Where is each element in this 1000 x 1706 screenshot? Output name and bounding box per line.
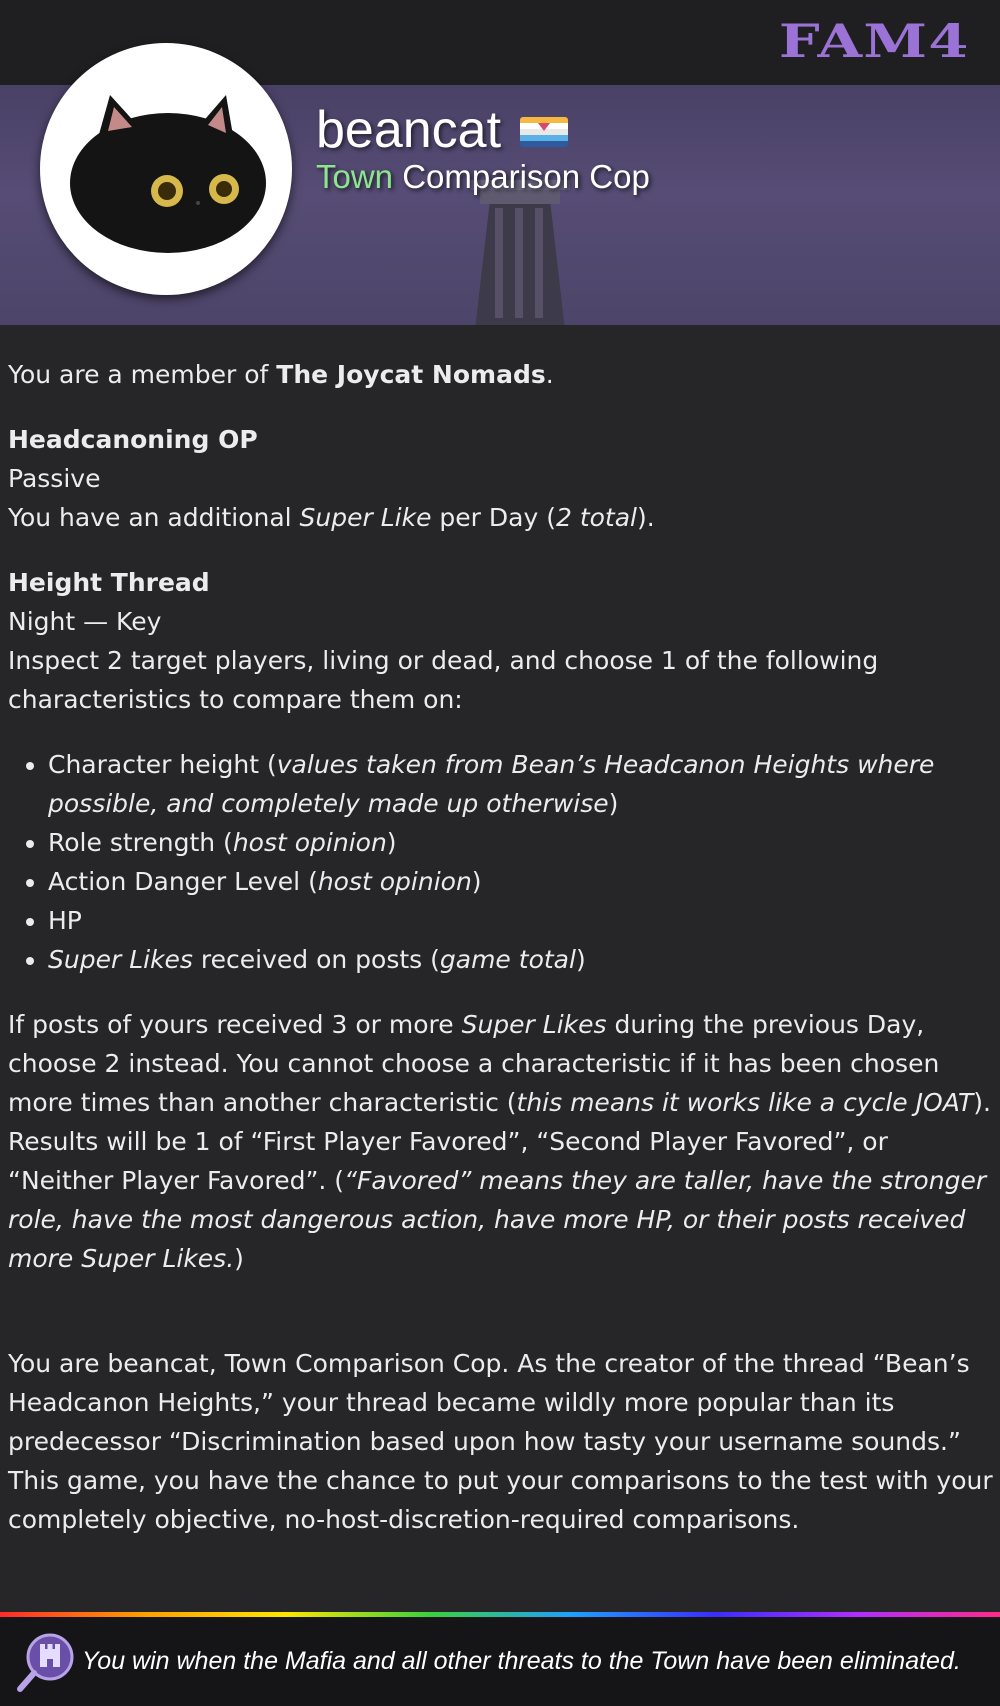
win-condition-bar — [0, 1617, 1000, 1706]
list-item: • HP — [48, 901, 993, 940]
alignment-label: Town — [316, 158, 394, 195]
list-item: • Role strength (host opinion) — [48, 823, 993, 862]
characteristic-list — [8, 745, 993, 979]
flavor-text: You are beancat, Town Comparison Cop. As the creator of the thread “Bean’s Headcanon Heights,” your thread became wildly more popular than its predecessor “Discrimination based upon how tasty your username sounds.” This game, you have the chance to put your comparisons to the test with your completely objective, no-host-discretion-required comparisons. — [8, 1349, 993, 1534]
lighthouse-icon — [420, 180, 620, 325]
ability-name: Height Thread — [8, 568, 210, 597]
town-castle-magnifier-icon — [16, 1631, 78, 1693]
avatar — [40, 43, 292, 295]
role-title — [316, 158, 650, 196]
ability-rules: If posts of yours received 3 or more Super Likes during the previous Day, choose 2 instead. You cannot choose a characteristic if it has been chosen more times than another characteristic (this means it works like a cycle JOAT). Results will be 1 of “First Player Favored”, “Second Player Favored”, or “Neither Player Favored”. (“Favored” means they are taller, have the stronger role, have the most dangerous action, have more HP, or their posts received more Super Likes.) — [8, 1010, 991, 1273]
ability-type: Passive — [8, 464, 101, 493]
ability-headcanoning: Headcanoning OP Passive You have an additional Super Like per Day (2 total). — [8, 425, 655, 532]
faction-name: The Joycat Nomads — [276, 360, 546, 389]
site-logo: FAM4 — [779, 14, 970, 68]
list-item: • Character height (values taken from Bean’s Headcanon Heights where possible, and completely made up otherwise) — [48, 745, 993, 823]
role-card-body — [8, 355, 993, 1565]
ability-type: Night — Key — [8, 607, 162, 636]
role-label: Comparison Cop — [402, 158, 650, 195]
list-item: • Super Likes received on posts (game total) — [48, 940, 993, 979]
pride-flag-icon — [520, 117, 568, 147]
list-item: • Action Danger Level (host opinion) — [48, 862, 993, 901]
win-condition-text: You win when the Mafia and all other threats to the Town have been eliminated. — [82, 1647, 961, 1675]
black-cat-icon — [40, 43, 292, 295]
ability-description: Inspect 2 target players, living or dead, and choose 1 of the following characteristics to compare them on: — [8, 646, 879, 714]
membership-line: You are a member of The Joycat Nomads. — [8, 360, 554, 389]
ability-name: Headcanoning OP — [8, 425, 258, 454]
username: beancat — [316, 101, 502, 159]
ability-height-thread — [8, 563, 993, 719]
